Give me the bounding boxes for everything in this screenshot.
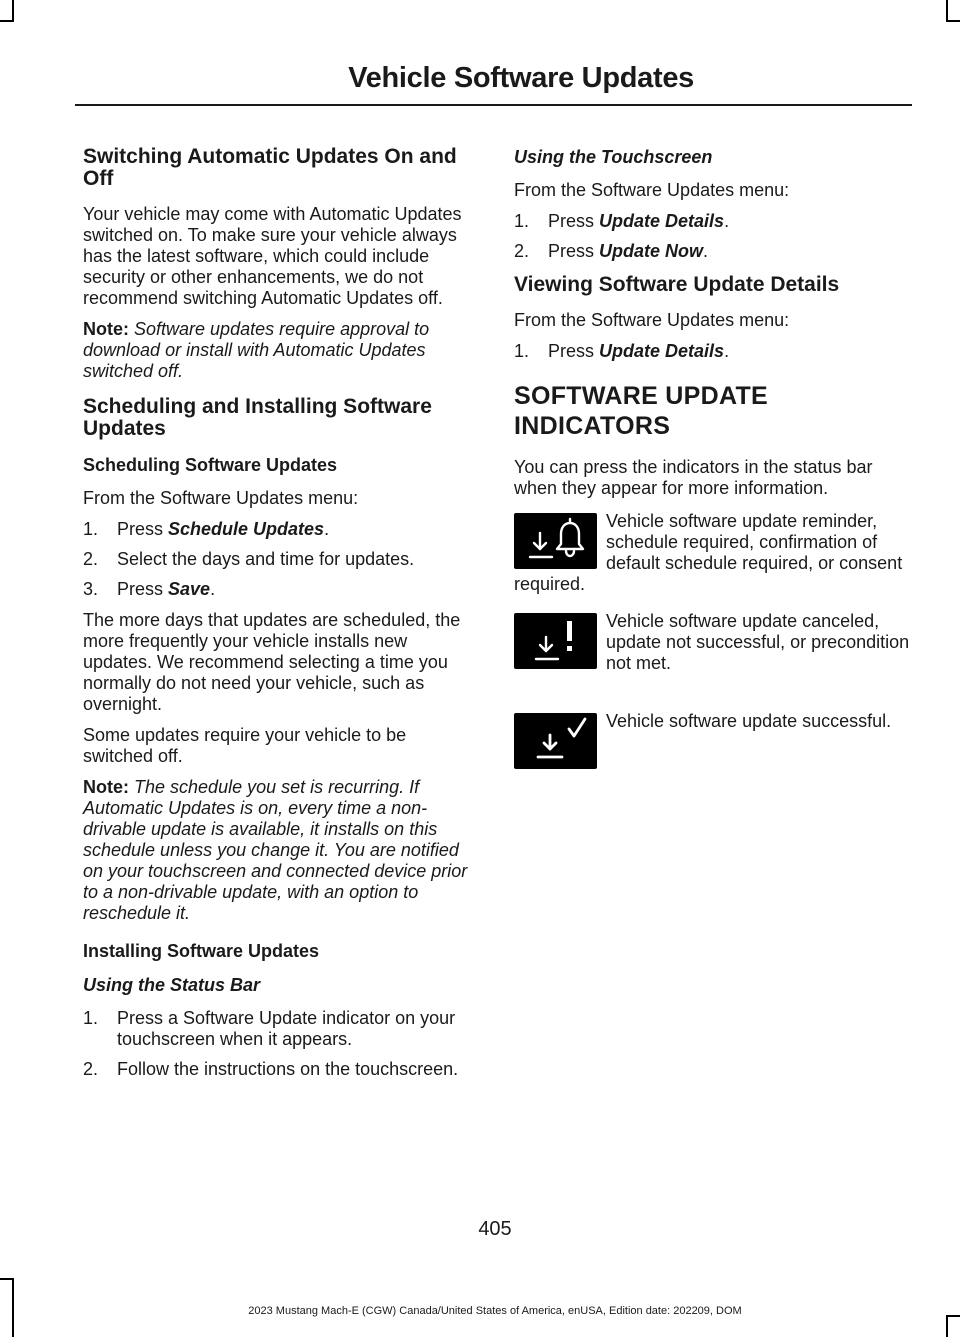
touchscreen-subheading: Using the Touchscreen <box>514 147 713 167</box>
list-item: 1. Press a Software Update indicator on your touchscreen when it appears. <box>83 1008 456 1049</box>
download-check-icon <box>514 713 597 769</box>
download-exclamation-icon <box>514 613 597 669</box>
download-bell-icon <box>514 513 597 569</box>
touchscreen-steps <box>514 211 910 262</box>
installing-subheading: Installing Software Updates <box>83 941 320 961</box>
note-approval <box>83 319 475 382</box>
crop-mark <box>946 20 960 22</box>
header-divider <box>75 104 912 106</box>
scheduling-heading: Scheduling and Installing Software Updates <box>83 395 432 440</box>
list-item: 2. Follow the instructions on the touchscreen. <box>83 1059 459 1079</box>
scheduling-subheading: Scheduling Software Updates <box>83 455 338 475</box>
note-text: Software updates require approval to download or install with Automatic Updates switched off. <box>83 319 430 381</box>
crop-mark <box>0 1278 14 1280</box>
note-schedule <box>83 777 475 924</box>
indicators-intro: You can press the indicators in the status bar when they appear for more information. <box>514 457 873 498</box>
ui-label-update-details: Update Details <box>599 211 725 231</box>
crop-mark <box>946 1317 948 1337</box>
status-bar-subheading: Using the Status Bar <box>83 975 261 995</box>
list-item: 3. Press Save. <box>83 579 216 599</box>
ui-label-schedule-updates: Schedule Updates <box>168 519 325 539</box>
auto-updates-heading: Switching Automatic Updates On and Off <box>83 145 457 190</box>
crop-mark <box>12 0 14 20</box>
ui-label-update-now: Update Now <box>599 241 704 261</box>
list-item: 1. Press Schedule Updates. <box>83 519 330 539</box>
note-text: The schedule you set is recurring. If Automatic Updates is on, every time a non-drivable update is available, it installs on this schedule unless you change it. You are notified on your touchscreen and connected device prior to a non-drivable update, with an option to reschedule it. <box>83 777 468 923</box>
crop-mark <box>946 0 948 20</box>
scheduling-paragraph: The more days that updates are scheduled, the more frequently your vehicle installs new updates. We recommend selecting a time you normally do not need your vehicle, such as overnight. <box>83 610 461 714</box>
list-item: 1. Press Update Details. <box>514 341 730 361</box>
note-label: Note: <box>83 319 129 339</box>
scheduling-steps <box>83 519 475 600</box>
status-bar-steps <box>83 1008 475 1080</box>
scheduling-intro: From the Software Updates menu: <box>83 488 359 508</box>
page-title: Vehicle Software Updates <box>348 62 694 94</box>
indicators-heading: SOFTWARE UPDATE INDICATORS <box>514 382 769 440</box>
page-number: 405 <box>478 1218 512 1240</box>
note-label: Note: <box>83 777 129 797</box>
auto-updates-paragraph: Your vehicle may come with Automatic Updates switched on. To make sure your vehicle always has the latest software, which could include security or other enhancements, we do not recommend switching Automatic Updates off. <box>83 204 462 308</box>
touchscreen-intro: From the Software Updates menu: <box>514 180 790 200</box>
indicator-successful: Vehicle software update successful. <box>514 711 910 795</box>
left-column <box>83 146 475 1090</box>
list-item: 1. Press Update Details. <box>514 211 730 231</box>
footer-edition: 2023 Mustang Mach-E (CGW) Canada/United States of America, enUSA, Edition date: 202209, DOM <box>248 1305 742 1317</box>
right-column <box>514 146 910 811</box>
crop-mark <box>0 20 14 22</box>
ui-label-save: Save <box>168 579 211 599</box>
indicator-canceled: Vehicle software update canceled, update not successful, or precondition not met. <box>514 611 910 695</box>
ui-label-update-details: Update Details <box>599 341 725 361</box>
indicator-reminder: Vehicle software update reminder, schedule required, confirmation of default schedule required, or consent required. <box>514 511 903 594</box>
list-item: 2. Press Update Now. <box>514 241 709 261</box>
viewing-heading: Viewing Software Update Details <box>514 273 840 296</box>
list-item: 2. Select the days and time for updates. <box>83 549 415 569</box>
switched-off-paragraph: Some updates require your vehicle to be switched off. <box>83 725 407 766</box>
viewing-steps <box>514 341 910 362</box>
viewing-intro: From the Software Updates menu: <box>514 310 790 330</box>
